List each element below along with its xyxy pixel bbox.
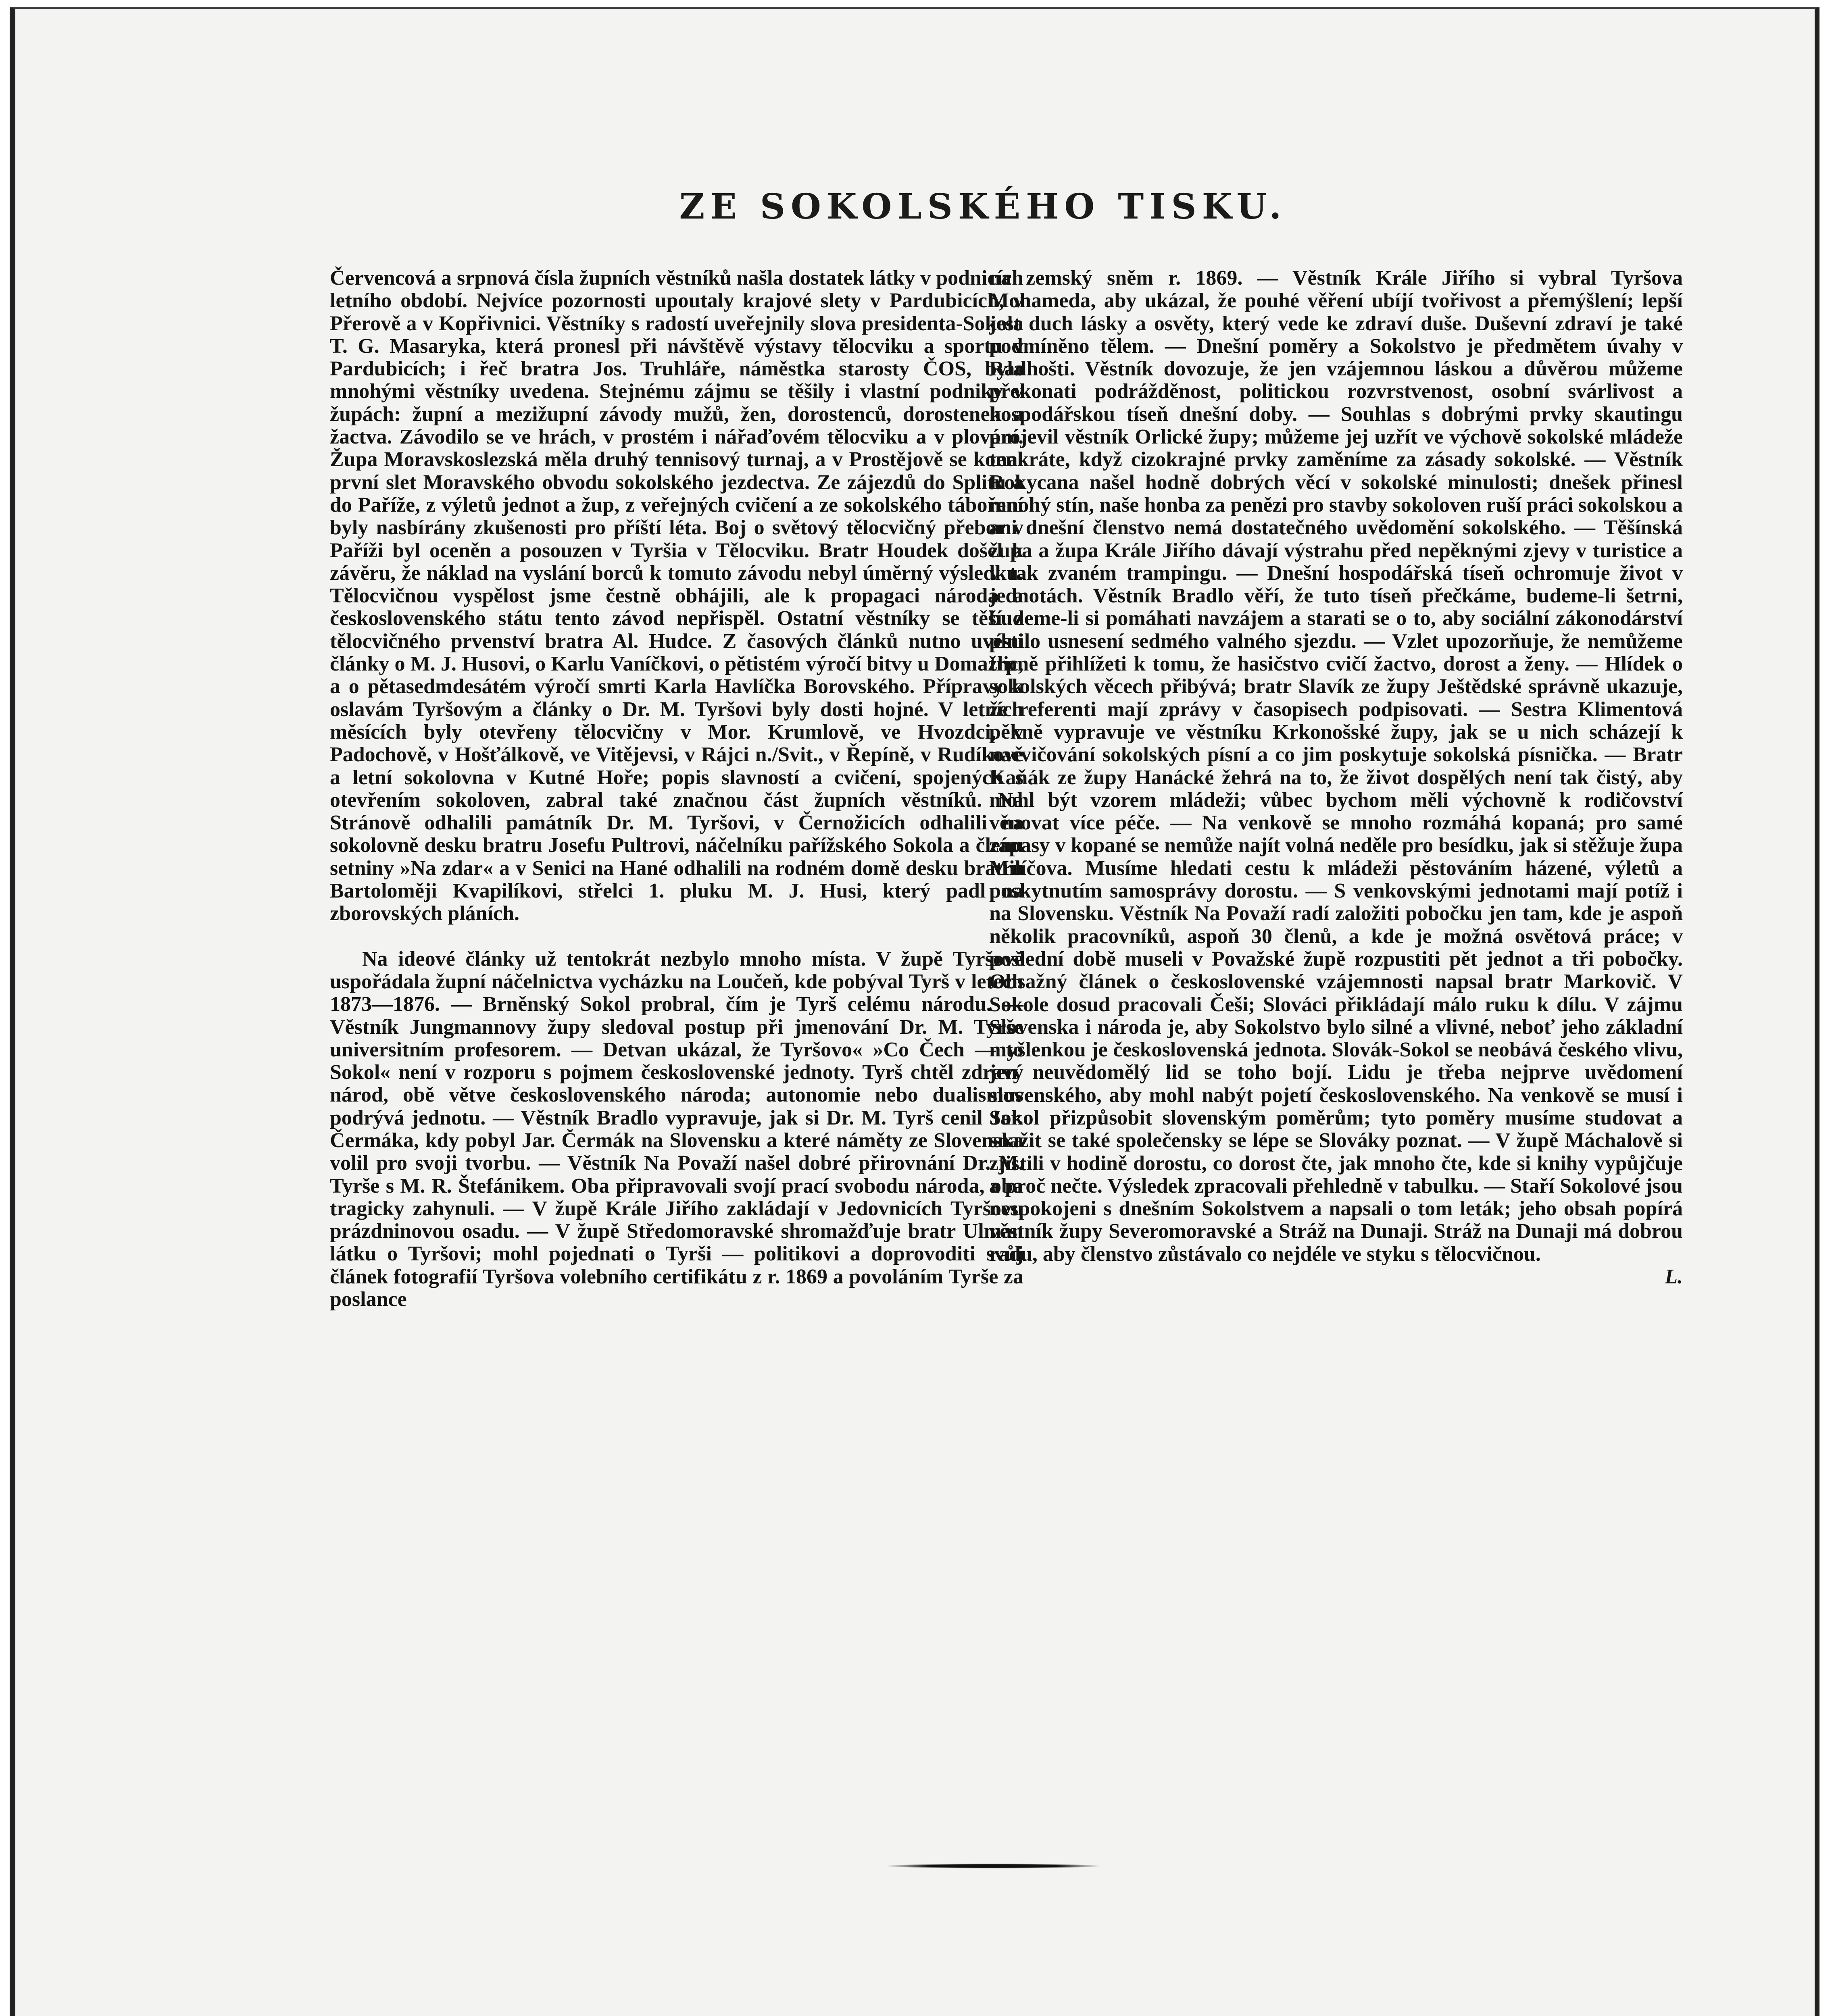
page (10, 7, 1819, 2016)
page-title: ZE SOKOLSKÉHO TISKU. (679, 186, 1287, 227)
author-signature: L. (1665, 1265, 1683, 1289)
right-column (989, 267, 1683, 1288)
paragraph: Na ideové články už tentokrát nezbylo mnoho místa. V župě Tyršově uspořádala župní náčelnictva vycházku na Loučeň, kde pobýval Tyrš v letech 1873—1876. — Brněnský Sokol probral, čím je Tyrš celému národu. — Věstník Jungmannovy župy sledoval postup při jmenování Dr. M. Tyrše universitním profesorem. — Detvan ukázal, že Tyršovo« »Co Čech — to Sokol« není v rozporu s pojmem československé jednoty. Tyrš chtěl zdravý národ, obě větve československého národa; autonomie nebo dualismus podrývá jednotu. — Věstník Bradlo vypravuje, jak si Dr. M. Tyrš cenil Jar. Čermáka, kdy pobyl Jar. Čermák na Slovensku a které náměty ze Slovenska volil pro svoji tvorbu. — Věstník Na Považí našel dobré přirovnání Dr. M. Tyrše s M. R. Štefánikem. Oba připravovali svojí prací svobodu národa, oba tragicky zahynuli. — V župě Krále Jiřího zakládají v Jedovnicích Tyršovu prázdninovou osadu. — V župě Středomoravské shromažďuje bratr Ulman látku o Tyršovi; mohl pojednati o Tyrši — politikovi a doprovoditi svůj článek fotografií Tyršova volebního certifikátu z r. 1869 a povoláním Tyrše za poslance (330, 947, 1023, 1311)
left-column (330, 267, 1023, 1311)
paragraph: na zemský sněm r. 1869. — Věstník Krále Jiřího si vybral Tyršova Mohameda, aby ukázal, že pouhé věření ubíjí tvořivost a přemýšlení; lepší jest duch lásky a osvěty, který vede ke zdraví duše. Duševní zdraví je také podmíněno tělem. — Dnešní poměry a Sokolstvo je předmětem úvahy v Radhošti. Věstník dovozuje, že jen vzájemnou láskou a důvěrou můžeme překonati podrážděnost, politickou rozvrstvenost, osobní svárlivost a hospodářskou tíseň dnešní doby. — Souhlas s dobrými prvky skautingu projevil věstník Orlické župy; můžeme jej uzřít ve výchově sokolské mládeže tenkráte, když cizokrajné prvky zaměníme za zásady sokolské. — Věstník Rokycana našel hodně dobrých věcí v sokolské minulosti; dnešek přinesl mnohý stín, naše honba za penězi pro stavby sokoloven ruší práci sokolskou a ani dnešní členstvo nemá dostatečného uvědomění sokolského. — Těšínská župa a župa Krále Jiřího dávají výstrahu před nepěknými zjevy v turistice a v tak zvaném trampingu. — Dnešní hospodářská tíseň ochromuje život v jednotách. Věstník Bradlo věří, že tuto tíseň přečkáme, budeme-li šetrni, budeme-li si pomáhati navzájem a starati se o to, aby sociální zákonodárství plnilo usnesení sedmého valného sjezdu. — Vzlet upozorňuje, že nemůžeme trpně přihlížeti k tomu, že hasičstvo cvičí žactvo, dorost a ženy. — Hlídek o sokolských věcech přibývá; bratr Slavík ze župy Ještědské správně ukazuje, že referenti mají zprávy v časopisech podpisovati. — Sestra Klimentová pěkně vypravuje ve věstníku Krkonošské župy, jak se u nich scházejí k nacvičování sokolských písní a co jim poskytuje sokolská písnička. — Bratr Kaňák ze župy Hanácké žehrá na to, že život dospělých není tak čistý, aby mohl být vzorem mládeži; vůbec bychom měli výchovně k rodičovství věnovat více péče. — Na venkově se mnoho rozmáhá kopaná; pro samé zápasy v kopané se nemůže najít volná neděle pro besídku, jak si stěžuje župa Milíčova. Musíme hledati cestu k mládeži pěstováním házené, výletů a poskytnutím samosprávy dorostu. — S venkovskými jednotami mají potíž i na Slovensku. Věstník Na Považí radí založiti pobočku jen tam, kde je aspoň několik pracovníků, aspoň 30 členů, a kde je možná osvětová práce; v poslední době museli v Považské župě rozpustiti pět jednot a tři pobočky. Obsažný článek o československé vzájemnosti napsal bratr Markovič. V Sokole dosud pracovali Češi; Slováci přikládají málo ruku k dílu. V zájmu Slovenska i národa je, aby Sokolstvo bylo silné a vlivné, neboť jeho základní myšlenkou je československá jednota. Slovák-Sokol se neobává českého vlivu, jen neuvědomělý lid se toho bojí. Lidu je třeba nejprve uvědomení slovenského, aby mohl nabýt pojetí československého. Na venkově se musí i Sokol přizpůsobit slovenským poměrům; tyto poměry musíme studovat a snažit se také společensky se lépe se Slováky poznat. — V župě Máchalově si zjistili v hodině dorostu, co dorost čte, jak mnoho čte, kde si knihy vypůjčuje a proč nečte. Výsledek zpracovali přehledně v tabulku. — Staří Sokolové jsou nespokojeni s dnešním Sokolstvem a napsali o tom leták; jeho obsah popírá věstník župy Severomoravské a Stráž na Dunaji. Stráž na Dunaji má dobrou radu, aby členstvo zůstávalo co nejdéle ve styku s tělocvičnou. (989, 267, 1683, 1266)
paragraph: Červencová a srpnová čísla župních věstníků našla dostatek látky v podnicích letního období. Nejvíce pozornosti upoutaly krajové slety v Pardubicích, v Přerově a v Kopřivnici. Věstníky s radostí uveřejnily slova presidenta-Sokola T. G. Masaryka, která pronesl při návštěvě výstavy tělocviku a sportu v Pardubicích; i řeč bratra Jos. Truhláře, náměstka starosty ČOS, byla mnohými věstníky uvedena. Stejnému zájmu se těšily i vlastní podniky v župách: župní a mezižupní závody mužů, žen, dorostenců, dorostenek a žactva. Závodilo se ve hrách, v prostém i nářaďovém tělocviku a v plování. Župa Moravskoslezská měla druhý tennisový turnaj, a v Prostějově se konal první slet Moravského obvodu sokolského jezdectva. Ze zájezdů do Splitu a do Paříže, z výletů jednot a žup, z veřejných cvičení a ze sokolského táboření byly nasbírány zkušenosti pro příští léta. Boj o světový tělocvičný přebor v Paříži byl oceněn a posouzen v Tyršia v Tělocviku. Bratr Houdek došel k závěru, že náklad na vyslání borců k tomuto závodu nebyl úměrný výsledku. Tělocvičnou vyspělost jsme čestně obhájili, ale k propagaci národa a československého státu tento závod nepřispěl. Ostatní věstníky se těší z tělocvičného prvenství bratra Al. Hudce. Z časových článků nutno uvésti články o M. J. Husovi, o Karlu Vaníčkovi, o pětistém výročí bitvy u Domažlic, a o pětasedmdesátém výročí smrti Karla Havlíčka Borovského. Přípravy k oslavám Tyršovým a články o Dr. M. Tyršovi byly dosti hojné. V letních měsících byly otevřeny tělocvičny v Mor. Krumlově, ve Hvozdci, v Padochově, v Hošťálkově, ve Vitějevsi, v Rájci n./Svit., v Řepíně, v Rudíkově a letní sokolovna v Kutné Hoře; popis slavností a cvičení, spojených s otevřením sokoloven, zabral také značnou část župních věstníků. Na Stránově odhalili památník Dr. M. Tyršovi, v Černožicích odhalili na sokolovně desku bratru Josefu Pultrovi, náčelníku pařížského Sokola a členu setniny »Na zdar« a v Senici na Hané odhalili na rodném domě desku bratru Bartoloměji Kvapilíkovi, střelci 1. pluku M. J. Husi, který padl na zborovských pláních. (330, 267, 1023, 925)
section-divider (886, 1864, 1100, 1868)
